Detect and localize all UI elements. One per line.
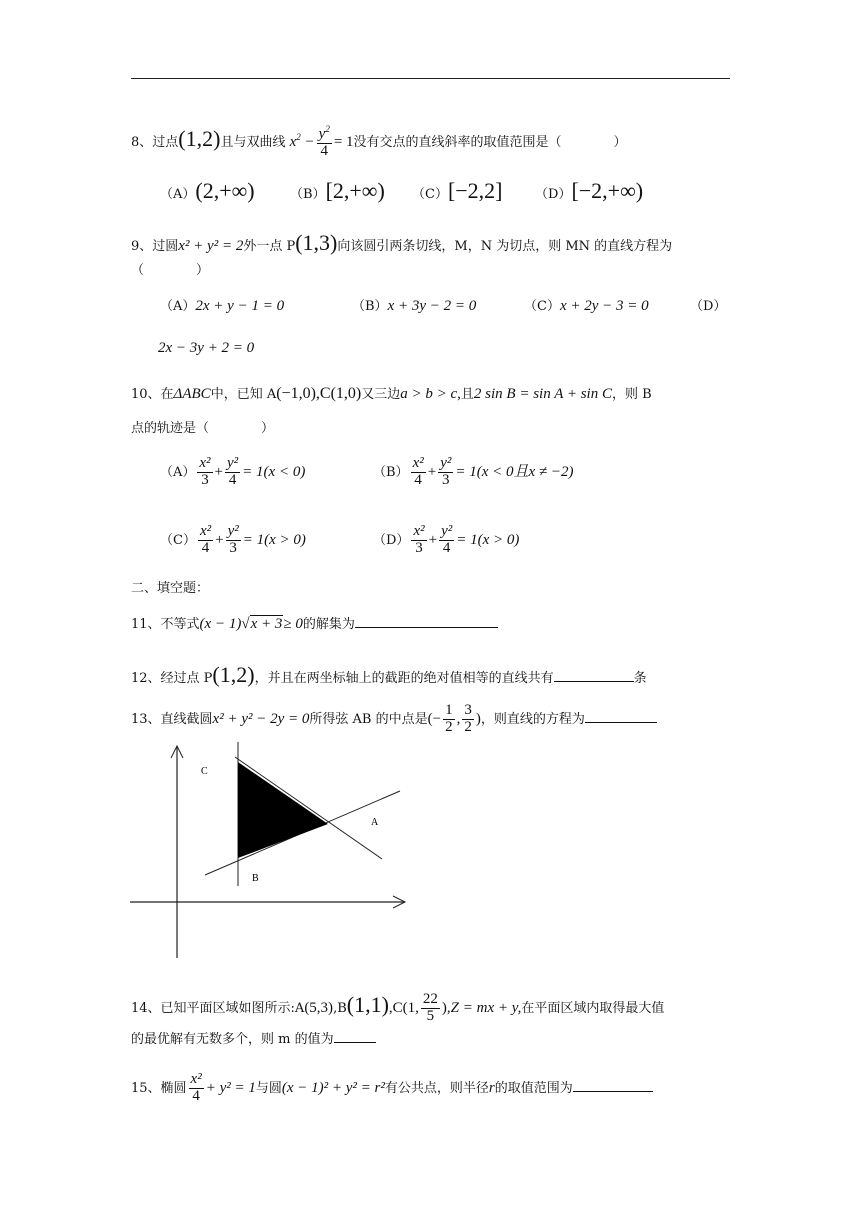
q8-option-a: （A）(2,+∞) — [160, 178, 255, 203]
q8-hyperbola: $x^2$ − — [289, 132, 315, 150]
question-10: 10、在ΔABC中，已知 A(−1,0),C(1,0)又三边a > b > c,且2 sin B = sin A + sin C，则 B — [131, 385, 652, 402]
q8-eq: = 1 — [333, 134, 354, 150]
question-13: 13、直线截圆x² + y² − 2y = 0所得弦 AB 的中点是(− $\frac{1}{2}$ , $\frac{3}{2}$ )，则直线的方程为 — [131, 703, 657, 736]
q10-option-d: （D） $\frac{\text{x²}}{3}$ + $\frac{\text{y²}}{4}$ = 1(x > 0) — [373, 523, 520, 556]
question-8 — [131, 124, 627, 160]
q10-line2: 点的轨迹是（ ） — [131, 421, 275, 436]
question-12: 12、经过点 P(1,2)，并且在两坐标轴上的截距的绝对值相等的直线共有 条 — [131, 662, 647, 687]
q8-point: (1,2) — [178, 126, 221, 151]
q12-answer-blank[interactable] — [554, 669, 634, 682]
q8-frac: $\frac{y^2}{4}$ — [318, 124, 330, 159]
q9-option-d-value: 2x − 3y + 2 = 0 — [158, 340, 255, 356]
q9-point: (1,3) — [295, 230, 338, 255]
region-figure — [125, 738, 415, 963]
q10-option-b: （B） $\frac{\text{x²}}{4}$ + $\frac{\text{y²}}{3}$ = 1(x < 0且x ≠ −2) — [373, 455, 574, 488]
q8-option-c: （C）[−2,2] — [412, 178, 503, 203]
q8-option-b: （B）[2,+∞) — [290, 178, 385, 203]
label-a: A — [371, 817, 379, 828]
shaded-region — [238, 762, 328, 858]
q15-answer-blank[interactable] — [573, 1079, 653, 1092]
q14-line2: 的最优解有无数多个，则 m 的值为 — [131, 1030, 376, 1049]
q9-option-c: （C）x + 2y − 3 = 0 — [524, 298, 649, 314]
q9-paren: （ ） — [131, 263, 210, 278]
label-c: C — [201, 766, 208, 777]
q14-answer-blank[interactable] — [334, 1030, 376, 1043]
question-15: 15、椭圆 $\frac{\text{x²}}{4}$ + y² = 1与圆(x − 1)² + y² = r²有公共点，则半径r的取值范围为 — [131, 1072, 653, 1105]
q8-option-d: （D）[−2,+∞) — [535, 178, 644, 203]
q10-option-a: （A） $\frac{\text{x²}}{3}$ + $\frac{\text{y²}}{4}$ = 1(x < 0) — [160, 455, 306, 488]
q11-answer-blank[interactable] — [355, 615, 498, 628]
question-14: 14、已知平面区域如图所示:A(5,3),B(1,1),C(1, $\frac{22}{5}$ ),Z = mx + y,在平面区域内取得最大值 — [131, 991, 665, 1024]
section-fill-in: 二、填空题： — [131, 581, 210, 596]
q9-circle: x² + y² = 2 — [178, 238, 244, 254]
q10-option-c: （C） $\frac{\text{x²}}{4}$ + $\frac{\text{y²}}{3}$ = 1(x > 0) — [160, 523, 306, 556]
q8-prefix: 8、过点 — [131, 135, 179, 150]
q9-option-d: （D） — [690, 299, 727, 314]
q9-option-b: （B）x + 3y − 2 = 0 — [352, 298, 477, 314]
q13-answer-blank[interactable] — [585, 710, 657, 723]
q8-middle: 且与双曲线 — [220, 135, 286, 150]
question-11: 11、不等式(x − 1)√x + 3≥ 0的解集为 — [131, 614, 498, 635]
label-b: B — [252, 873, 259, 884]
q9-option-a: （A）2x + y − 1 = 0 — [160, 298, 285, 314]
q8-tail: 没有交点的直线斜率的取值范围是（ ） — [353, 135, 627, 150]
question-9: 9、过圆x² + y² = 2外一点 P(1,3)向该圆引两条切线，M，N 为切点，则 MN 的直线方程为 — [131, 230, 673, 255]
header-rule — [131, 78, 730, 79]
